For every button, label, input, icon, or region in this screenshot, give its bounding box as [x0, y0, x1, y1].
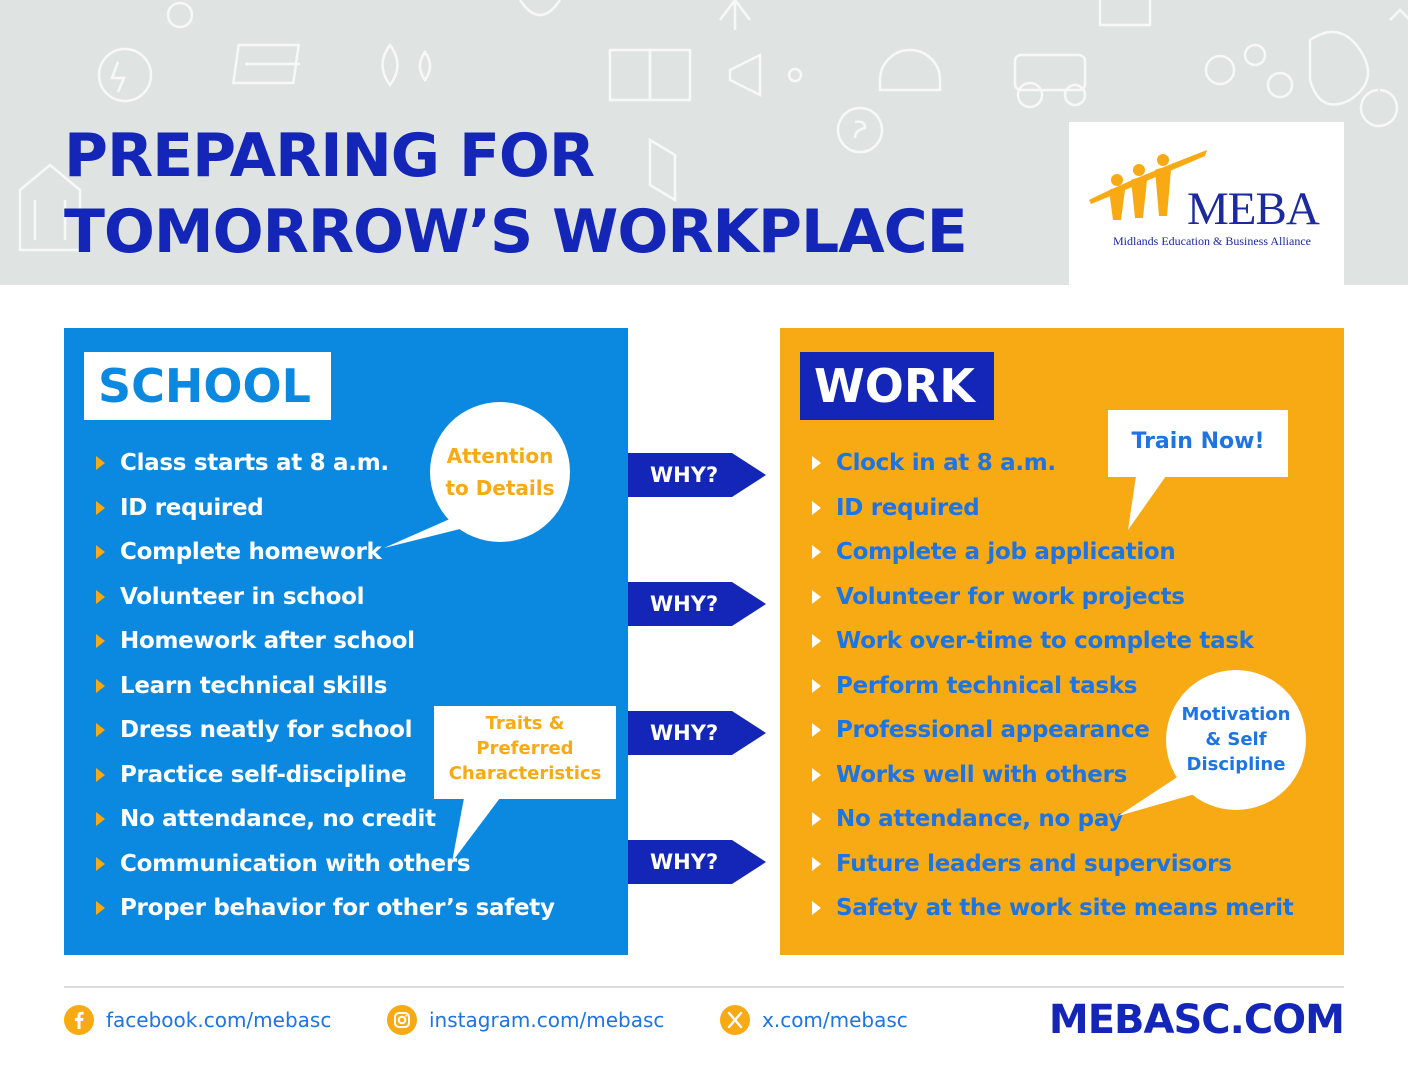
bullet-triangle-icon — [812, 634, 821, 648]
list-item-text: Works well with others — [836, 761, 1128, 788]
facebook-icon — [64, 1005, 94, 1035]
bullet-triangle-icon — [96, 812, 105, 826]
callout-text: Motivation — [1181, 704, 1291, 725]
page-title — [64, 118, 967, 270]
header-banner — [0, 0, 1408, 285]
list-item-text: Clock in at 8 a.m. — [836, 450, 1056, 476]
school-heading: SCHOOL — [84, 352, 331, 420]
bullet-triangle-icon — [812, 545, 821, 559]
list-item-text: Class starts at 8 a.m. — [120, 450, 389, 476]
list-item — [812, 580, 1294, 625]
logo-name: MEBA — [1187, 183, 1319, 235]
instagram-link-text[interactable]: instagram.com/mebasc — [429, 1008, 665, 1032]
instagram-link[interactable] — [387, 1004, 664, 1036]
list-item — [812, 535, 1294, 580]
list-item-text: ID required — [836, 494, 980, 521]
bullet-triangle-icon — [96, 723, 105, 737]
list-item-text: Volunteer for work projects — [836, 583, 1185, 610]
work-heading: WORK — [800, 352, 994, 420]
list-item — [812, 624, 1294, 669]
bullet-triangle-icon — [812, 679, 821, 693]
list-item — [812, 847, 1294, 892]
callout-text: Discipline — [1186, 754, 1286, 775]
bullet-triangle-icon — [812, 857, 821, 871]
bullet-triangle-icon — [96, 768, 105, 782]
list-item-text: Complete homework — [120, 539, 382, 565]
list-item-text: Dress neatly for school — [120, 717, 413, 743]
callout-text: Preferred — [476, 738, 574, 759]
list-item — [812, 891, 1294, 936]
bullet-triangle-icon — [812, 501, 821, 515]
callout-text: to Details — [445, 476, 555, 500]
list-item-text: Work over-time to complete task — [836, 628, 1254, 654]
callout-text: Traits & — [485, 713, 565, 734]
bullet-triangle-icon — [96, 634, 105, 648]
bullet-triangle-icon — [96, 456, 105, 470]
why-label: WHY? — [650, 592, 719, 616]
callout-text: Characteristics — [448, 763, 602, 784]
list-item-text: Practice self-discipline — [120, 761, 407, 788]
callout-motivation — [1116, 670, 1310, 820]
why-label: WHY? — [650, 850, 719, 874]
bullet-triangle-icon — [96, 590, 105, 604]
list-item-text: Professional appearance — [836, 717, 1150, 743]
x-link-text[interactable]: x.com/mebasc — [762, 1008, 908, 1032]
list-item-text: Perform technical tasks — [836, 672, 1138, 699]
list-item-text: Learn technical skills — [120, 672, 388, 699]
bullet-triangle-icon — [96, 857, 105, 871]
bullet-triangle-icon — [812, 723, 821, 737]
why-arrow-4 — [628, 840, 766, 884]
bullet-triangle-icon — [96, 679, 105, 693]
list-item-text: Proper behavior for other’s safety — [120, 895, 555, 921]
list-item-text: No attendance, no pay — [836, 806, 1124, 832]
callout-train-now — [1108, 410, 1288, 532]
why-label: WHY? — [650, 463, 719, 487]
list-item-text: Volunteer in school — [120, 583, 365, 610]
footer-divider — [64, 986, 1344, 988]
x-link[interactable] — [720, 1004, 908, 1036]
facebook-link[interactable] — [64, 1004, 331, 1036]
bullet-triangle-icon — [812, 456, 821, 470]
bullet-triangle-icon — [812, 768, 821, 782]
list-item-text: Safety at the work site means merit — [836, 895, 1294, 921]
list-item — [96, 580, 555, 625]
list-item-text: No attendance, no credit — [120, 806, 436, 832]
list-item-text: ID required — [120, 494, 264, 521]
bullet-triangle-icon — [812, 901, 821, 915]
bullet-triangle-icon — [96, 901, 105, 915]
list-item — [96, 624, 555, 669]
list-item-text: Homework after school — [120, 628, 415, 654]
why-arrow-1 — [628, 453, 766, 497]
callout-text: & Self — [1205, 729, 1267, 750]
bullet-triangle-icon — [96, 545, 105, 559]
website-link[interactable]: MEBASC.COM — [1048, 997, 1344, 1043]
list-item-text: Communication with others — [120, 850, 471, 877]
why-label: WHY? — [650, 721, 719, 745]
instagram-icon — [387, 1005, 417, 1035]
list-item — [96, 891, 555, 936]
title-line-2: TOMORROW’S WORKPLACE — [64, 197, 967, 267]
title-line-1: PREPARING FOR — [64, 121, 595, 191]
why-arrow-2 — [628, 582, 766, 626]
x-icon — [720, 1005, 750, 1035]
callout-traits — [434, 706, 616, 864]
callout-text: Attention — [446, 444, 554, 468]
facebook-link-text[interactable]: facebook.com/mebasc — [106, 1008, 332, 1032]
callout-attention — [380, 400, 580, 552]
bullet-triangle-icon — [812, 812, 821, 826]
meba-logo — [1069, 122, 1344, 285]
callout-text: Train Now! — [1131, 429, 1265, 454]
list-item-text: Complete a job application — [836, 539, 1176, 565]
why-arrow-3 — [628, 711, 766, 755]
logo-subtitle: Midlands Education & Business Alliance — [1113, 234, 1311, 248]
list-item-text: Future leaders and supervisors — [836, 850, 1232, 877]
bullet-triangle-icon — [812, 590, 821, 604]
bullet-triangle-icon — [96, 501, 105, 515]
